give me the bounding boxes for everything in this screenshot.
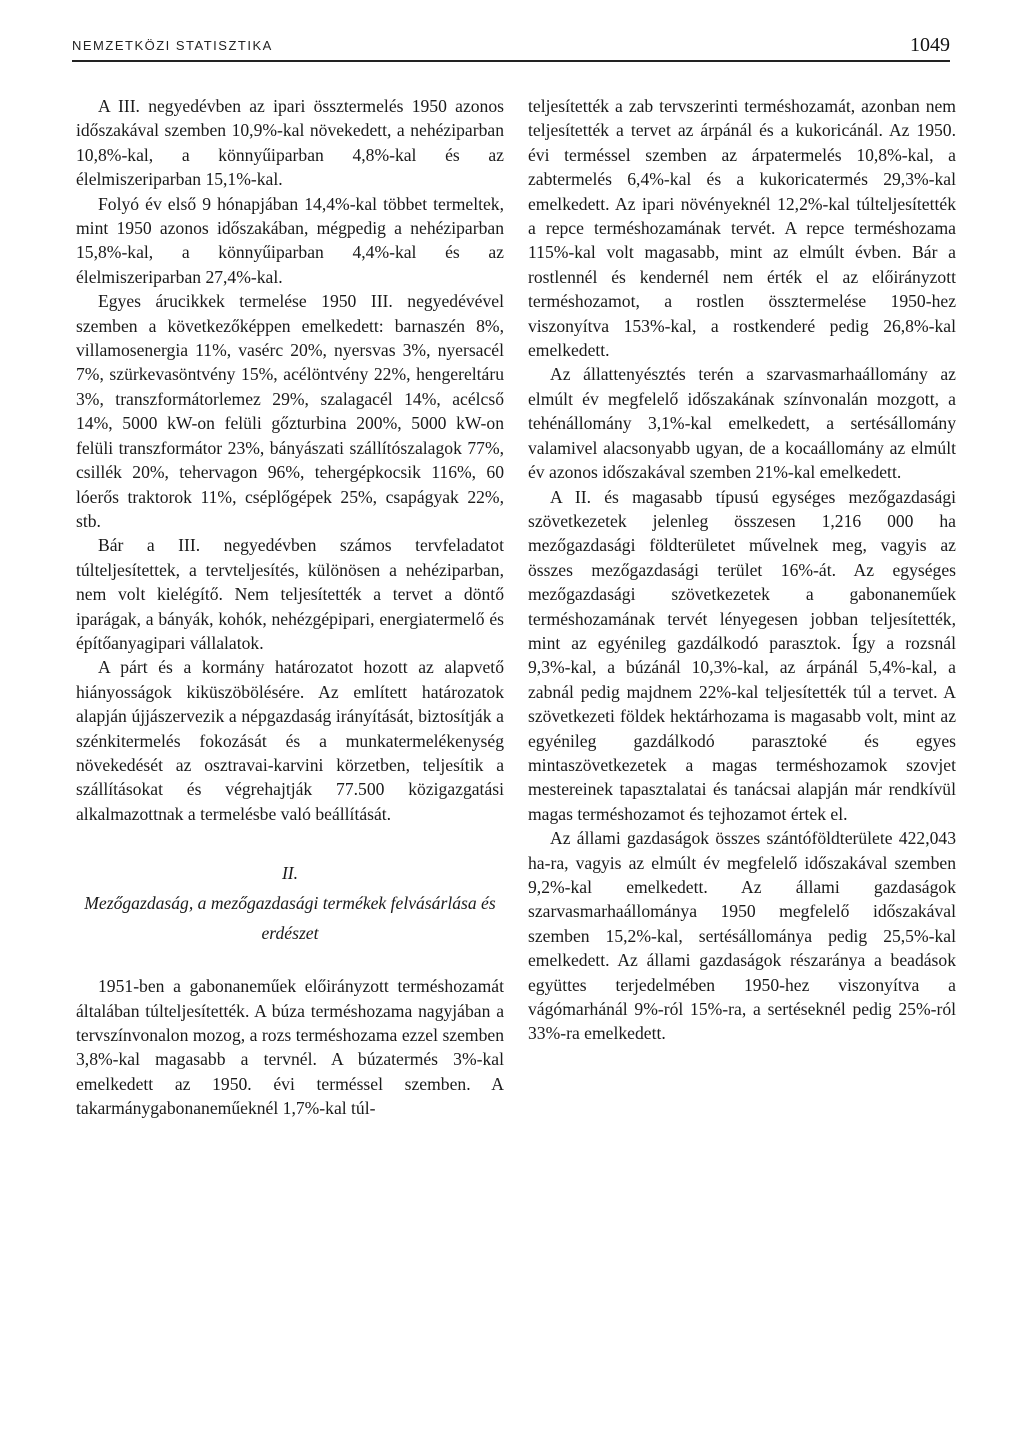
paragraph: Bár a III. negyedévben számos tervfeladatot túlteljesítettek, a tervteljesítés, különösen a nehéziparban, nem volt kielégítő. Nem teljesítették a tervet a döntő iparágak, a bányák, kohók, nehézgépipari, energiatermelő és építőanyagipari vállalatok. (76, 535, 504, 653)
left-column (76, 94, 504, 1121)
paragraph: A párt és a kormány határozatot hozott az alapvető hiányosságok kiküszöbölésére. Az említett határozatok alapján újjászervezik a népgazdaság irányítását, biztosítják a szénkitermelés fokozását és a munkatermelékenység növekedését az osztravai-karvini körzetben, teljesítik a szállításokat és végrehajtják 77.500 közigazgatási alkalmazottnak a termelésbe való beállítását. (76, 657, 504, 824)
paragraph: Folyó év első 9 hónapjában 14,4%-kal többet termeltek, mint 1950 azonos időszakában, mégpedig a nehéziparban 15,8%-kal, a könnyűiparban 4,4%-kal és az élelmiszeriparban 27,4%-kal. (76, 193, 504, 287)
page-header (72, 34, 950, 62)
page-number: 1049 (910, 34, 950, 56)
paragraph: teljesítették a zab tervszerinti terméshozamát, azonban nem teljesítették a tervet az árpánál és a kukoricánál. Az 1950. évi terméssel szemben az árpatermelés 10,8%-kal, a zabtermelés 6,4%-kal és a kukoricatermés 29,3%-kal emelkedett. Az ipari növényeknél 12,2%-kal túlteljesítették a repce terméshozamának tervét. A repce terméshozama 115%-kal volt magasabb, mint az elmúlt évben. Bár a rostlennél és kendernél nem érték el az előirányzott terméshozamot, a rostlen össztermelése 1950-hez viszonyítva 153%-kal, a rostkenderé pedig 26,8%-kal emelkedett. (528, 96, 956, 361)
section-heading (76, 858, 504, 948)
running-head: NEMZETKÖZI STATISZTIKA (72, 38, 273, 53)
section-title: Mezőgazdaság, a mezőgazdasági termékek felvásárlása és erdészet (84, 893, 496, 944)
paragraph: Egyes árucikkek termelése 1950 III. negyedévével szemben a következőképpen emelkedett: barnaszén 8%, villamosenergia 11%, vasérc 20%, nyersvas 3%, nyersacél 7%, szürkevasöntvény 15%, acélöntvény 22%, hengereltáru 3%, transzformátorlemez 29%, szalagacél 14%, acélcső 14%, 5000 kW-on felüli gőzturbina 200%, 5000 kW-on felüli transzformátor 23%, bányászati szállítószalagok 77%, csillék 20%, tehervagon 96%, tehergépkocsik 116%, 60 lóerős traktorok 11%, cséplőgépek 25%, csapágyak 22%, stb. (76, 291, 504, 531)
paragraph: Az állami gazdaságok összes szántóföldterülete 422,043 ha-ra, vagyis az elmúlt év megfelelő időszakával szemben 9,2%-kal emelkedett. Az állami gazdaságok szarvasmarhaállománya 1950 megfelelő időszakával szemben 15,2%-kal, sertésállománya pedig 25,5%-kal emelkedett. Az állami gazdaságok részaránya a beadások együttes terjedelmében 1950-hez viszonyítva a vágómarhánál 9%-ról 15%-ra, a sertéseknél pedig 25%-ról 33%-ra emelkedett. (528, 828, 956, 1044)
right-column (528, 94, 956, 1046)
section-numeral: II. (281, 863, 299, 884)
paragraph: Az állattenyésztés terén a szarvasmarhaállomány az elmúlt év megfelelő időszakának színvonalán mozgott, a tehénállomány 3,1%-kal emelkedett, a sertésállomány valamivel alacsonyabb ugyan, de a kocaállomány az elmúlt év azonos időszakával szemben 21%-kal emelkedett. (528, 364, 956, 483)
paragraph: 1951-ben a gabonaneműek előirányzott terméshozamát általában túlteljesítették. A búza terméshozama nagyjában a tervszínvonalon mozog, a rozs terméshozama ezzel szemben 3,8%-kal magasabb a tervnél. A búzatermés 3%-kal emelkedett az 1950. évi terméssel szemben. A takarmánygabonaneműeknél 1,7%-kal túl- (76, 976, 504, 1119)
paragraph: A III. negyedévben az ipari össztermelés 1950 azonos időszakával szemben 10,9%-kal növekedett, a nehéziparban 10,8%-kal, a könnyűiparban 4,8%-kal és az élelmiszeriparban 15,1%-kal. (76, 96, 504, 190)
paragraph: A II. és magasabb típusú egységes mezőgazdasági szövetkezetek jelenleg összesen 1,216 000 ha mezőgazdasági földterületet művelnek meg, vagyis az összes mezőgazdasági terület 16%-át. Az egységes mezőgazdasági szövetkezetek a gabonaneműek terméshozamának tervét lényegesen jobban teljesítették, mint az egyénileg gazdálkodó parasztok. Így a rozsnál 9,3%-kal, a búzánál 10,3%-kal, az árpánál 5,4%-kal, a zabnál pedig majdnem 22%-kal teljesítették túl a tervet. A szövetkezeti földek hektárhozama is magasabb volt, mint az egyénileg gazdálkodó parasztoké és egyes mintaszövetkezetek a magas terméshozamok szovjet mestereinek tapasztalatai és tanácsai alapján már rendkívül magas terméshozamot és tejhozamot értek el. (528, 486, 956, 824)
